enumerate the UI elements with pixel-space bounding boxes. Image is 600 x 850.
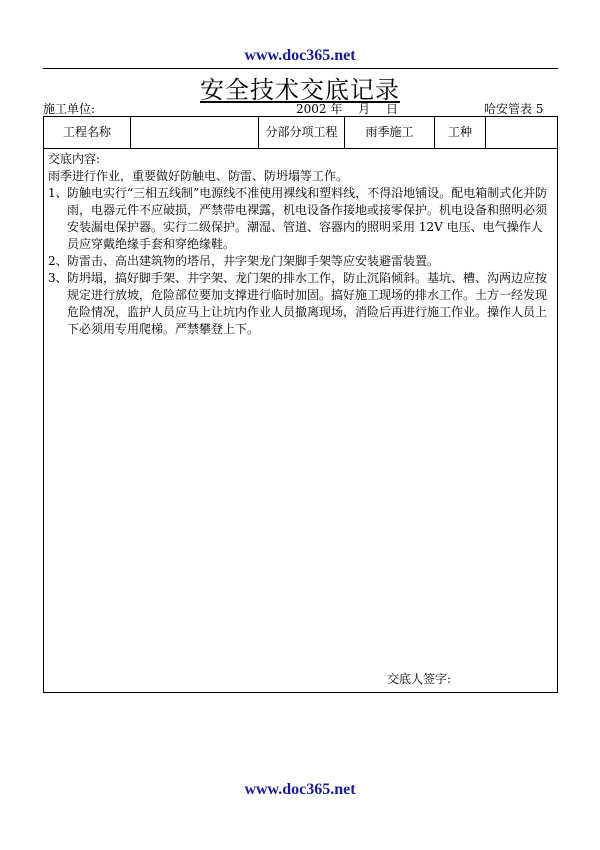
item-number: 3、 [48, 271, 68, 285]
content-heading: 交底内容: [48, 152, 101, 166]
trade-label: 工种 [435, 117, 486, 148]
disclosure-content [48, 151, 554, 338]
signature-label: 交底人签字: [387, 672, 452, 686]
item-number: 2、 [48, 254, 68, 268]
item-text: 防雷击、高出建筑物的塔吊，井字架龙门架脚手架等应安装避雷装置。 [67, 254, 440, 268]
list-item [48, 253, 554, 270]
construction-unit-label: 施工单位: [43, 102, 96, 116]
item-number: 1、 [48, 186, 68, 200]
sub-project-label: 分部分项工程 [259, 117, 345, 148]
project-name-label: 工程名称 [44, 117, 131, 148]
form-number: 哈安管表 5 [484, 102, 544, 116]
content-intro: 雨季进行作业，重要做好防触电、防雷、防坍塌等工作。 [48, 169, 349, 183]
item-text: 防触电实行“三相五线制”电源线不准使用裸线和塑料线，不得沿地铺设。配电箱制式化并防雨，电器元件不应破损，严禁带电裸露，机电设备作接地或接零保护。机电设备和照明必须安装漏电保护器。实行二级保护。潮湿、管道、容器内的照明采用 12V 电压、电气操作人员应穿戴绝缘手套和穿绝缘鞋。 [67, 186, 548, 251]
header-rule [43, 68, 558, 69]
sub-project-value: 雨季施工 [345, 117, 435, 148]
record-date: 2002 年 月 日 [296, 102, 398, 116]
watermark-top: www.doc365.net [244, 47, 356, 64]
item-text: 防坍塌，搞好脚手架、井字架、龙门架的排水工作，防止沉陷倾斜。基坑、槽、沟两边应按规定进行放坡，危险部位要加支撑进行临时加固。搞好施工现场的排水工作。土方一经发现危险情况，监护人员应马上让坑内作业人员撤离现场，消险后再进行施工作业。操作人员上下必须用专用爬梯。严禁攀登上下。 [67, 271, 548, 336]
list-item [48, 185, 554, 253]
title-text: 安全技术交底记录 [200, 76, 400, 104]
watermark-bottom: www.doc365.net [244, 781, 356, 798]
list-item [48, 270, 554, 338]
project-name-value [131, 117, 259, 148]
table-header-row [44, 117, 557, 149]
trade-value [486, 117, 557, 148]
record-table [43, 116, 558, 693]
